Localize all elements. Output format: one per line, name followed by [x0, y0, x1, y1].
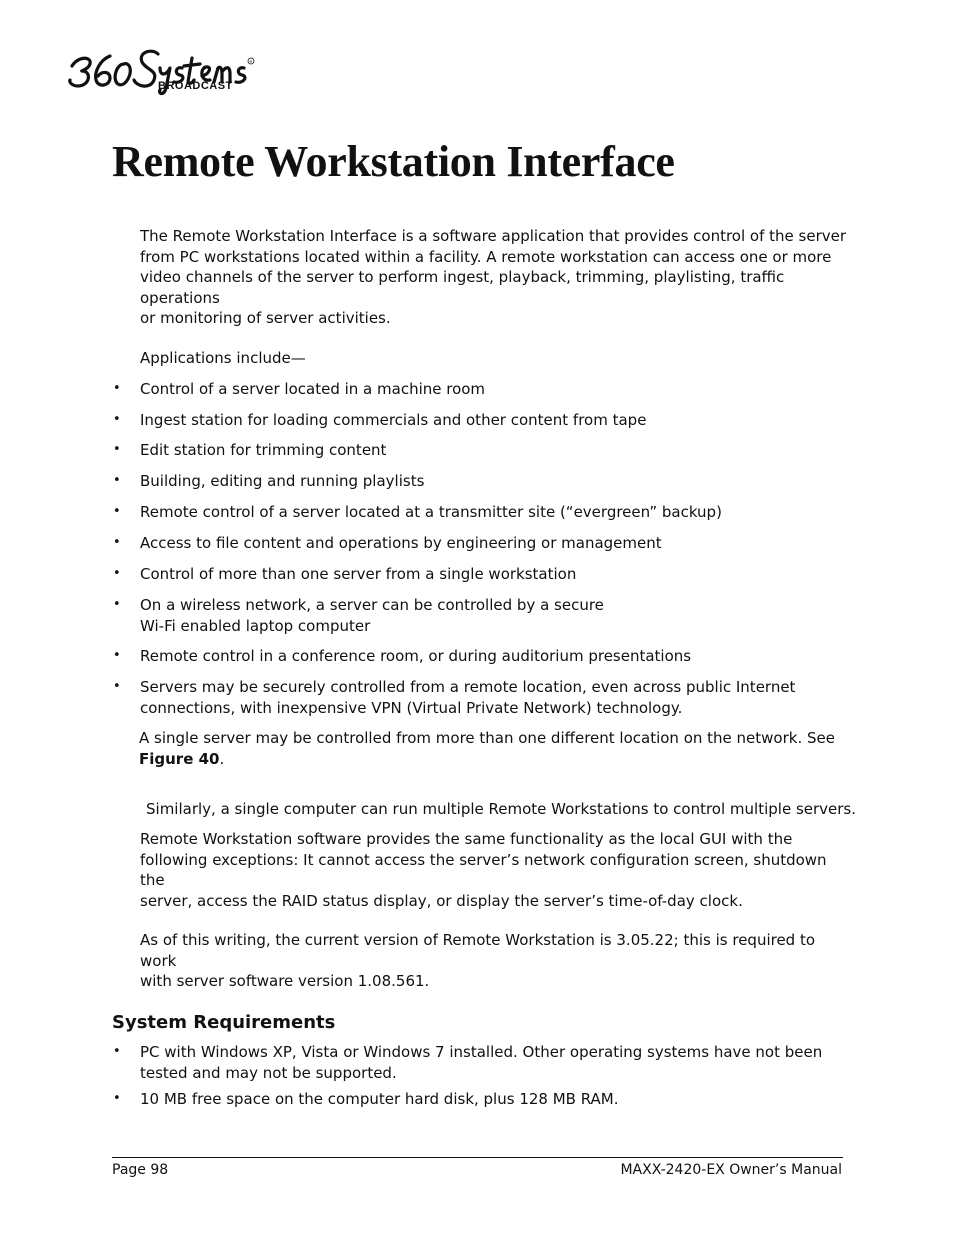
version-line: As of this writing, the current version of Remote Workstation is 3.05.22; this is required to work: [140, 931, 816, 970]
list-item-line: Servers may be securely controlled from a remote location, even across public Internet: [140, 678, 796, 696]
manual-title: MAXX-2420-EX Owner’s Manual: [620, 1162, 842, 1178]
single-server-ref-line: [139, 749, 851, 770]
list-item: Building, editing and running playlists: [140, 472, 425, 490]
page-number: Page 98: [112, 1162, 169, 1178]
intro-line: video channels of the server to perform ingest, playback, trimming, playlisting, traffic operations: [140, 268, 785, 307]
list-item-line: PC with Windows XP, Vista or Windows 7 installed. Other operating systems have not been: [140, 1043, 823, 1061]
list-item: Edit station for trimming content: [140, 441, 387, 459]
single-server-line: A single server may be controlled from more than one different location on the network. See: [139, 729, 835, 747]
list-item: Control of more than one server from a single workstation: [140, 565, 577, 583]
company-logo: [66, 44, 266, 100]
intro-paragraph: [140, 226, 850, 329]
list-item-line: tested and may not be supported.: [140, 1063, 397, 1082]
period: .: [219, 749, 225, 768]
bullet-icon: •: [113, 566, 121, 581]
bullet-icon: •: [113, 1044, 121, 1059]
bullet-icon: •: [113, 412, 121, 427]
list-item: [140, 677, 850, 718]
single-server-paragraph: [139, 728, 851, 769]
intro-line: from PC workstations located within a facility. A remote workstation can access one or more: [140, 247, 832, 266]
bullet-icon: •: [113, 442, 121, 457]
list-item: Remote control of a server located at a transmitter site (“evergreen” backup): [140, 503, 722, 521]
intro-line: or monitoring of server activities.: [140, 309, 391, 327]
exceptions-line: Remote Workstation software provides the same functionality as the local GUI with the: [140, 830, 793, 848]
list-item: Control of a server located in a machine room: [140, 380, 486, 398]
list-item-line: Wi-Fi enabled laptop computer: [140, 616, 371, 635]
bullet-icon: •: [113, 504, 121, 519]
bullet-icon: •: [113, 535, 121, 550]
bullet-icon: •: [113, 679, 121, 694]
list-item-line: connections, with inexpensive VPN (Virtual Private Network) technology.: [140, 698, 683, 717]
exceptions-paragraph: [140, 829, 850, 911]
figure-link[interactable]: Figure 40: [139, 749, 220, 768]
system-requirements-heading: System Requirements: [112, 1012, 336, 1033]
footer-divider: [112, 1157, 843, 1158]
page-title: Remote Workstation Interface: [112, 137, 675, 186]
list-item: Access to file content and operations by engineering or management: [140, 534, 662, 552]
applications-lead: Applications include—: [140, 349, 306, 367]
exceptions-line: server, access the RAID status display, or display the server’s time-of-day clock.: [140, 891, 743, 910]
list-item-line: On a wireless network, a server can be controlled by a secure: [140, 596, 604, 614]
list-item: Ingest station for loading commercials and other content from tape: [140, 411, 647, 429]
list-item: [140, 595, 850, 636]
list-item: Remote control in a conference room, or during auditorium presentations: [140, 647, 692, 665]
bullet-icon: •: [113, 1091, 121, 1106]
logo-broadcast-label: BROADCAST: [158, 80, 233, 92]
svg-text:R: R: [249, 59, 253, 64]
bullet-icon: •: [113, 597, 121, 612]
intro-line: The Remote Workstation Interface is a software application that provides control of the server: [140, 227, 847, 245]
bullet-icon: •: [113, 381, 121, 396]
bullet-icon: •: [113, 473, 121, 488]
list-item: 10 MB free space on the computer hard disk, plus 128 MB RAM.: [140, 1090, 619, 1108]
list-item: [140, 1042, 850, 1083]
bullet-icon: •: [113, 648, 121, 663]
version-line: with server software version 1.08.561.: [140, 972, 430, 990]
version-paragraph: [140, 930, 850, 992]
similarly-paragraph: Similarly, a single computer can run multiple Remote Workstations to control multiple servers.: [146, 800, 857, 818]
exceptions-line: following exceptions: It cannot access the server’s network configuration screen, shutdown the: [140, 850, 827, 889]
